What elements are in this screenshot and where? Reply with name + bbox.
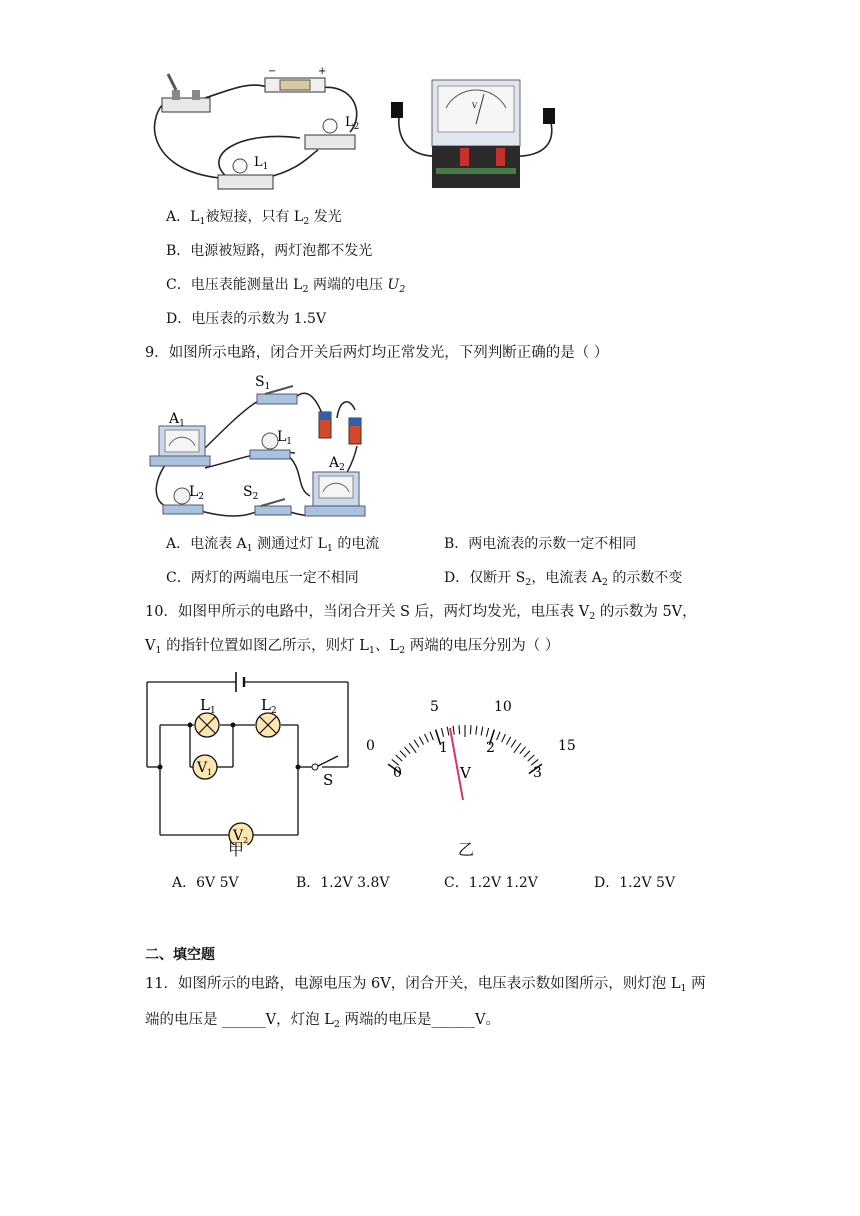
dial-outer-0: 0 (366, 738, 375, 754)
dial-tick (400, 751, 406, 758)
q10-option-a[interactable]: A．6V 5V (172, 875, 239, 891)
dial-tick (506, 737, 510, 745)
dial-tick (502, 734, 506, 742)
q8-option-c[interactable]: C．电压表能测量出 $L_2$ 两端的电压 $U_2$ (166, 277, 406, 295)
dial-tick (447, 727, 449, 736)
q9-a1-label: $A_1$ (169, 411, 185, 429)
q8-circuit-photo (140, 60, 380, 195)
dial-tick (476, 726, 477, 735)
q10-option-b[interactable]: B．1.2V 3.8V (296, 875, 390, 891)
q8-voltmeter-photo (388, 78, 563, 190)
jia-l1-label: $L_1$ (200, 696, 216, 716)
dial-tick (453, 726, 454, 735)
dial-tick (497, 732, 500, 740)
jia-l2-label: $L_2$ (261, 696, 277, 716)
q10-option-d[interactable]: D．1.2V 5V (594, 875, 676, 891)
dial-tick (425, 734, 429, 742)
q9-circuit-figure (145, 368, 390, 523)
dial-outer-15: 15 (558, 738, 576, 754)
jia-s-label: S (323, 771, 334, 789)
q9-option-b[interactable]: B．两电流表的示数一定不相同 (444, 536, 637, 552)
q9-option-a[interactable]: A．电流表 $A_1$ 测通过灯 $L_1$ 的电流 (166, 536, 380, 554)
jia-v1-label: $V_1$ (197, 760, 213, 777)
dial-outer-10: 10 (494, 699, 512, 715)
q8-option-d[interactable]: D．电压表的示数为 1.5V (166, 311, 327, 327)
dial-tick (404, 747, 410, 754)
q8-option-b[interactable]: B．电源被短路，两灯泡都不发光 (166, 243, 373, 259)
dial-tick (409, 743, 416, 753)
section-title: 二、填空题 (145, 947, 215, 963)
dial-inner-1: 1 (439, 740, 448, 756)
dial-tick (414, 740, 419, 748)
q9-a2-label: $A_2$ (329, 455, 345, 473)
dial-inner-0: 0 (393, 765, 402, 781)
dial-tick (396, 755, 403, 761)
q9-stem: 9．如图所示电路，闭合开关后两灯均正常发光，下列判断正确的是（ ） (145, 345, 609, 361)
dial-inner-3: 3 (533, 765, 542, 781)
q10-stem-line2: $V_1$ 的指针位置如图乙所示，则灯 $L_1$、$L_2$ 两端的电压分别为（ ） (145, 638, 560, 656)
dial-tick (486, 728, 488, 737)
dial-tick (511, 740, 516, 748)
q9-l1-label: $L_1$ (277, 429, 293, 447)
dial-outer-5: 5 (430, 699, 439, 715)
dial-tick (441, 728, 443, 737)
battery-minus-label: − (268, 66, 277, 77)
q8-l2-label: $L_2$ (345, 115, 360, 132)
jia-caption: 甲 (228, 840, 245, 859)
q10-yi-dial (360, 690, 590, 810)
dial-tick (419, 737, 423, 745)
q10-stem-line1: 10．如图甲所示的电路中，当闭合开关 S 后，两灯均发光，电压表 $V_2$ 的示数为 5V， (145, 604, 697, 622)
dial-unit: V (460, 764, 471, 782)
q9-option-c[interactable]: C．两灯的两端电压一定不相同 (166, 570, 359, 586)
q10-jia-circuit (140, 670, 360, 845)
q8-option-a[interactable]: A．$L_1$被短接，只有 $L_2$ 发光 (166, 209, 342, 227)
q11-line1: 11．如图所示的电路，电源电压为 6V，闭合开关，电压表示数如图所示，则灯泡 $L_1$ 两 (145, 976, 706, 994)
q11-blank-1[interactable]: ______ (222, 1012, 266, 1028)
dial-tick (470, 725, 471, 734)
q9-s2-label: $S_2$ (243, 484, 259, 502)
dial-tick (430, 732, 433, 740)
q11-line2: 端的电压是 ______V，灯泡 $L_2$ 两端的电压是______V。 (145, 1012, 500, 1030)
dial-tick (459, 725, 460, 734)
dial-tick (520, 747, 526, 754)
dial-tick (514, 743, 521, 753)
battery-plus-label: + (318, 66, 327, 77)
q9-option-d[interactable]: D．仅断开 $S_2$，电流表 $A_2$ 的示数不变 (444, 570, 683, 588)
dial-tick (481, 727, 483, 736)
dial-tick (528, 755, 535, 761)
q9-l2-label: $L_2$ (189, 484, 205, 502)
q11-blank-2[interactable]: ______ (431, 1012, 475, 1028)
q10-option-c[interactable]: C．1.2V 1.2V (444, 875, 538, 891)
yi-caption: 乙 (458, 840, 475, 859)
dial-inner-2: 2 (486, 740, 495, 756)
voltmeter-unit-label: V (472, 102, 478, 110)
dial-tick (524, 751, 530, 758)
q9-s1-label: $S_1$ (255, 374, 271, 392)
q8-l1-label: $L_1$ (254, 155, 269, 172)
jia-v2-label: $V_2$ (233, 828, 249, 845)
